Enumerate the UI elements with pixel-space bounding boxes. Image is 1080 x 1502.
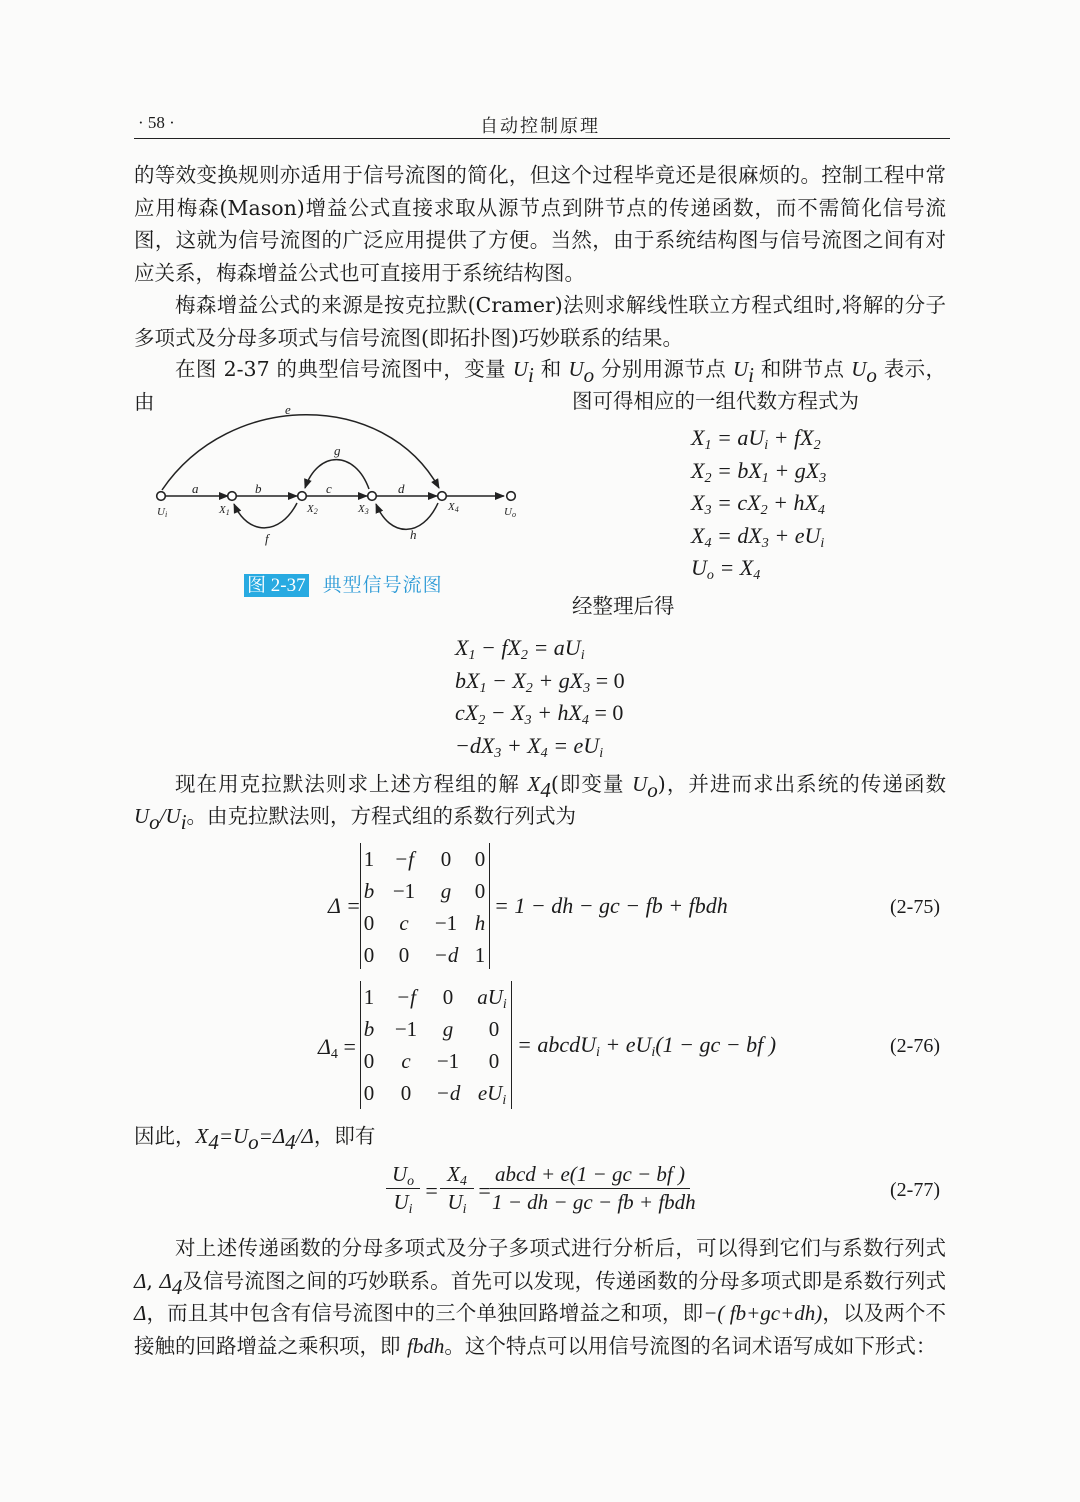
node-ui xyxy=(157,492,166,501)
node-uo xyxy=(507,492,516,501)
label-b: b xyxy=(255,481,262,496)
node-x2 xyxy=(298,492,307,501)
delta4-result: = abcdU$_i$ + $eU_i(1$ − gc − bf ) xyxy=(517,1032,777,1060)
paragraph-1: 的等效变换规则亦适用于信号流图的简化，但这个过程毕竟还是很麻烦的。控制工程中常应用梅森(Mason)增益公式直接求取从源节点到阱节点的传递函数，而不需简化信号流图，这就为信号流图的广泛应用提供了方便。当然，由于系统结构图与信号流图之间有对应关系，梅森增益公式也可直接用于系统结构图。 xyxy=(134,163,946,285)
eq1-5: $U_o = X_4$ xyxy=(691,555,761,583)
equation-set-2 xyxy=(455,632,625,762)
page-number: · 58 · xyxy=(138,113,175,132)
delta-matrix: 1 −f 0 0 b −1 g 0 0 c −1 h 0 0 −d 1 xyxy=(360,843,490,969)
branch-e xyxy=(162,415,439,490)
node-x3 xyxy=(368,492,377,501)
equals-1: = xyxy=(424,1178,439,1203)
eq2-1: $X_1 - fX_2 = aU_i$ xyxy=(455,635,585,663)
paragraph-5: 对上述传递函数的分母多项式及分子多项式进行分析后，可以得到它们与系数行列式Δ, $\Delta_4$及信号流图之间的巧妙联系。首先可以发现，传递函数的分母多项式即是系数行列式Δ，而且其中包含有信号流图中的三个单独回路增益之和项，即−( fb+gc+dh)，以及两个不接触的回路增益之乘积项，即 fbdh。这个特点可以用信号流图的名词术语写成如下形式： xyxy=(134,1236,947,1358)
eq2-3: $cX_2 - X_3 + hX_4 = 0$ xyxy=(455,700,624,728)
label-c: c xyxy=(326,481,332,496)
paragraph-4-line-2: $U_o/U_i$。由克拉默法则，方程式组的系数行列式为 xyxy=(134,804,577,834)
node-label-x3: X3 xyxy=(358,503,369,516)
therefore-line: 因此，$X_4=U_o=\Delta_4/\Delta$，即有 xyxy=(134,1124,376,1154)
signal-flow-graph xyxy=(140,398,540,558)
frac-x4-ui: $X_4$ $U_i$ xyxy=(442,1161,472,1216)
delta-result: = 1 − dh − gc − fb + fbdh xyxy=(494,893,728,918)
eq1-3: $X_3 = cX_2 + hX_4$ xyxy=(691,490,825,518)
eq-number-2-77: (2-77) xyxy=(890,1179,940,1201)
paragraph-4-line-1: 现在用克拉默法则求上述方程组的解 $X_4$(即变量 $U_o$)，并进而求出系统的传递函数 xyxy=(175,772,947,802)
eq-number-2-75: (2-75) xyxy=(890,896,940,918)
delta-label: Δ = xyxy=(328,893,361,918)
frac-transfer-function: abcd + e(1 − gc − bf ) 1 − dh − gc − fb + fbdh xyxy=(492,1162,696,1214)
eq1-2: $X_2 = bX_1 + gX_3$ xyxy=(691,457,827,486)
branch-g xyxy=(305,460,369,489)
node-label-x4: X4 xyxy=(448,501,459,514)
running-title: 自动控制原理 xyxy=(480,116,600,137)
equals-2: = xyxy=(477,1178,492,1203)
header-rule xyxy=(134,138,950,139)
eq-number-2-76: (2-76) xyxy=(890,1035,940,1057)
figure-number: 图 2-37 xyxy=(244,574,309,597)
figure-title: 典型信号流图 xyxy=(322,574,443,596)
eq1-4: $X_4 = dX_3 + eU_i$ xyxy=(691,522,825,551)
node-label-ui: Ui xyxy=(157,506,168,519)
label-f: f xyxy=(265,531,269,546)
figure-caption xyxy=(244,570,443,600)
eq1-1: $X_1 = aU_i + fX_2$ xyxy=(691,425,821,453)
frac-uo-ui: $U_o$ $U_i$ xyxy=(388,1161,418,1216)
delta4-label: $\Delta_4$ = xyxy=(318,1034,356,1062)
branch-h xyxy=(376,503,438,529)
paragraph-2: 梅森增益公式的来源是按克拉默(Cramer)法则求解线性联立方程式组时,将解的分子多项式及分母多项式与信号流图(即拓扑图)巧妙联系的结果。 xyxy=(134,293,946,350)
label-d: d xyxy=(398,481,405,496)
label-a: a xyxy=(192,481,199,496)
eq2-4: $-dX_3 + X_4 = eU_i$ xyxy=(455,732,604,761)
node-label-x2: X2 xyxy=(307,503,318,516)
node-label-x1: X1 xyxy=(219,504,230,517)
node-label-uo: Uo xyxy=(504,506,516,519)
node-x4 xyxy=(438,492,447,501)
paragraph-3-line-2: 图可得相应的一组代数方程式为 xyxy=(572,389,859,413)
equation-set-1 xyxy=(691,422,826,585)
branch-f xyxy=(234,503,297,528)
eq2-2: $bX_1 - X_2 + gX_3 = 0$ xyxy=(455,667,625,696)
label-g: g xyxy=(334,443,341,458)
after-rearranging: 经整理后得 xyxy=(572,594,675,618)
label-h: h xyxy=(410,527,417,542)
label-e: e xyxy=(285,402,291,417)
delta4-matrix: 1 −f 0 $aU_i$ b −1 g 0 0 c −1 0 0 0 −d $eU_i$ xyxy=(360,981,512,1109)
paragraph-3-line-1: 在图 2-37 的典型信号流图中，变量 $U_i$ 和 $U_o$ 分别用源节点 $U_i$ 和阱节点 $U_o$ 表示，由 xyxy=(134,357,946,414)
node-x1 xyxy=(228,492,237,501)
